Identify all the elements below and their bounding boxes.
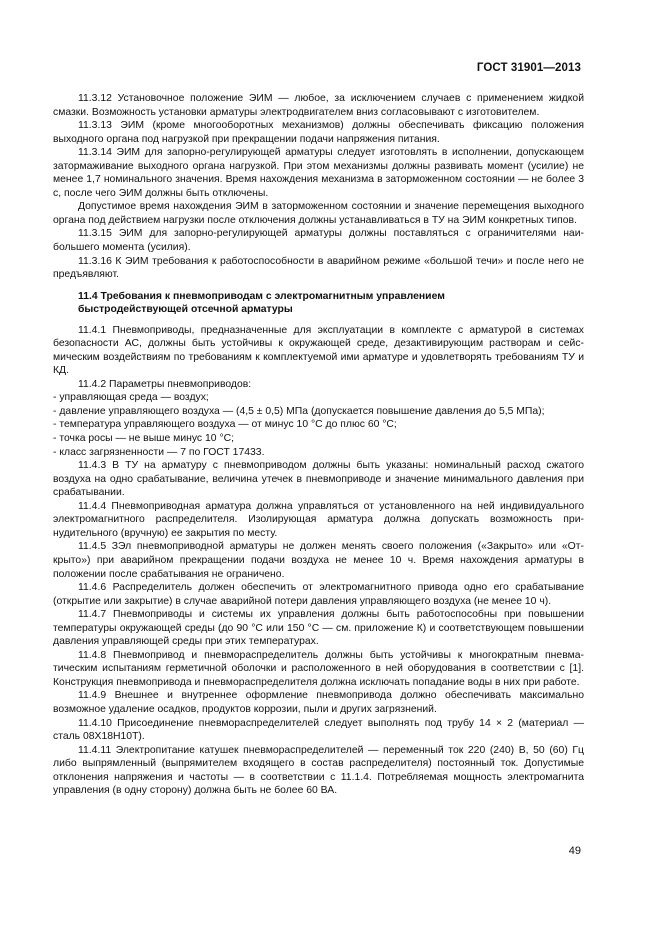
paragraph-11-3-15: 11.3.15 ЭИМ для запорно-регулирующей арматуры должны поставляться с ограничителями наибольшего момента (усилия). [53,228,584,254]
param-item: - класс загрязненности — 7 по ГОСТ 17433. [53,446,265,458]
param-item: - управляющая среда — воздух; [53,392,209,404]
paragraph-11-4-1: 11.4.1 Пневмоприводы, предназначенные для эксплуатации в комплекте с арматурой в системах безопасности АС, должны быть устойчивы к окружающей среде, дезактивирующим растворам и сейсмическим воздействиям по требованиям к комплектуемой ими арматуре и удовлетворять требованиям ТУ и КД. [53,324,584,377]
paragraph-11-3-13: 11.3.13 ЭИМ (кроме многооборотных механизмов) должны обеспечивать фиксацию положения выходного органа под нагрузкой при прекращении подачи напряжения питания. [53,120,584,145]
section-title-line2: быстродействующей отсечной арматуры [78,304,293,316]
paragraph-11-4-7: 11.4.7 Пневмоприводы и системы их управления должны быть работоспособны при повышении температуры окружающей среды (до 90 °С или 150 °С — см. приложение К) и соответствующем повышении давления управляющей среды при этих температурах. [53,609,584,648]
paragraph-11-4-8: 11.4.8 Пневмопривод и пневмораспределитель должны быть устойчивы к многократным пневматическим испытаниям герметичной оболочки и расположенного в ней оборудования в соответствии с [1]. Конструкция пневмопривода и пневмораспределителя должна исключать попадание воды в них при работе. [53,649,584,688]
paragraph-11-3-12: 11.3.12 Установочное положение ЭИМ — любое, за исключением случаев с применением жидкой смазки. Возможность установки арматуры электродвигателем вниз согласовывают с изготовителем. [53,93,584,118]
param-item: - давление управляющего воздуха — (4,5 ± 0,5) МПа (допускается повышение давления до 5,5 МПа); [53,405,545,417]
paragraph-11-4-9: 11.4.9 Внешнее и внутреннее оформление пневмопривода должно обеспечивать максимально возможное удаление осадков, продуктов коррозии, пыли и других загрязнений. [53,690,584,715]
document-body [53,92,584,798]
section-title-line1: 11.4 Требования к пневмоприводам с электромагнитным управлением [78,290,445,302]
paragraph-11-4-2: 11.4.2 Параметры пневмоприводов: [78,378,252,390]
paragraph-11-3-16: 11.3.16 К ЭИМ требования к работоспособности в аварийном режиме «большой течи» и после него не предъявляют. [53,255,584,281]
section-heading-11-4 [53,290,584,317]
document-header: ГОСТ 31901—2013 [476,62,581,74]
paragraph-11-3-14: 11.3.14 ЭИМ для запорно-регулирующей арматуры следует изготовлять в исполнении, допускающем затормаживание выходного органа нагрузкой. При этом механизмы должны развивать момент (усилие) не менее 1,7 номинального значения. Время нахождения механизма в заторможенном состоянии — не более 3 с, после чего ЭИМ должны быть отключены. [53,147,584,199]
paragraph-11-4-6: 11.4.6 Распределитель должен обеспечить от электромагнитного привода одно его срабатывание (открытие или закрытие) в случае аварийной потери давления управляющего воздуха (не менее 10 ч). [53,582,584,607]
param-item: - температура управляющего воздуха — от минус 10 °С до плюс 60 °С; [53,419,397,431]
paragraph-11-3-14-note: Допустимое время нахождения ЭИМ в заторможенном состоянии и значение перемещения выходного органа под действием нагрузки после отключения должны устанавливаться в ТУ на ЭИМ конкретных типов. [53,201,584,226]
paragraph-11-4-3: 11.4.3 В ТУ на арматуру с пневмоприводом должны быть указаны: номинальный расход сжатого воздуха на одно срабатывание, величина утечек в пневмоприводе и значение минимального давления при срабатывании. [53,460,584,499]
paragraph-11-4-4: 11.4.4 Пневмоприводная арматура должна управляться от установленного на ней индивидуального электромагнитного распределителя. Изолирующая арматура должна допускать возможность принудительного (вручную) ее закрытия по месту. [53,500,584,539]
page-number: 49 [568,845,581,857]
paragraph-11-4-11: 11.4.11 Электропитание катушек пневмораспределителей — переменный ток 220 (240) В, 50 (60) Гц либо выпрямленный (выпрямителем входящего в состав распределителя) постоянный ток. Допустимые отклонения напряжения и частоты — в соответствии с 11.1.4. Потребляемая мощность электромагнита управления (в одну сторону) должна быть не более 60 ВА. [53,744,584,797]
paragraph-11-4-10: 11.4.10 Присоединение пневмораспределителей следует выполнять под трубу 14 × 2 (материал — сталь 08Х18Н10Т). [53,717,584,743]
param-item: - точка росы — не выше минус 10 °С; [53,433,235,445]
paragraph-11-4-5: 11.4.5 ЗЭл пневмоприводной арматуры не должен менять своего положения («Закрыто» или «Открыто») при аварийном прекращении подачи воздуха не менее 10 ч. Время нахождения арматуры в положении после срабатывания не ограничено. [53,541,584,580]
